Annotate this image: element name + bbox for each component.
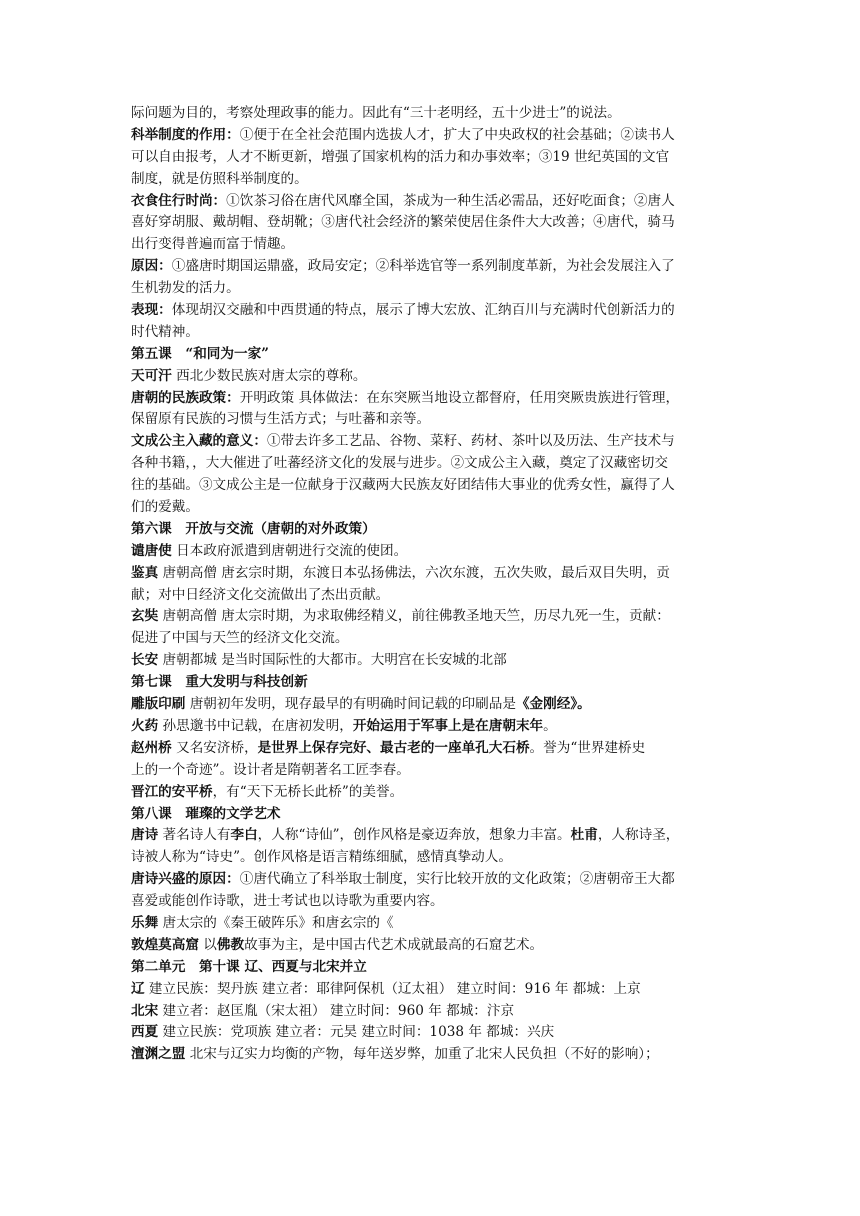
text-run: ①盛唐时期国运鼎盛，政局安定；②科举选官等一系列制度革新，为社会发展注入了 — [171, 258, 675, 275]
text-run: 建立民族：党项族 建立者：元昊 建立时间：1038 年 都城：兴庆 — [158, 1024, 555, 1041]
text-run: 喜爱或能创作诗歌，进士考试也以诗歌为重要内容。 — [131, 893, 444, 910]
text-run: 时代精神。 — [131, 323, 199, 340]
bold-text-run: 北宋 — [131, 1002, 159, 1019]
text-run: 西北少数民族对唐太宗的尊称。 — [171, 367, 367, 384]
text-line — [131, 563, 737, 585]
text-line — [131, 957, 737, 979]
text-run: 著名诗人有 — [158, 827, 231, 844]
bold-text-run: 雕版印刷 — [131, 696, 186, 713]
text-run: 各种书籍，，大大催进了吐蕃经济文化的发展与进步。②文成公主入藏，奠定了汉藏密切交 — [131, 455, 668, 472]
bold-text-run: 敦煌莫高窟 — [131, 936, 199, 953]
text-run: 体现胡汉交融和中西贯通的特点，展示了博大宏放、汇纳百川与充满时代创新活力的 — [171, 302, 675, 319]
text-line — [131, 1001, 737, 1023]
bold-text-run: 晋江的安平桥 — [131, 783, 213, 800]
text-line — [131, 191, 737, 213]
bold-text-run: 唐朝的民族政策： — [131, 389, 240, 406]
text-line — [131, 760, 737, 782]
text-run: 唐朝初年发明，现存最早的有明确时间记载的印刷品是 — [185, 696, 516, 713]
text-line — [131, 650, 737, 672]
bold-text-run: 火药 — [131, 717, 159, 734]
text-run: ①带去许多工艺品、谷物、菜籽、药材、茶叶以及历法、生产技术与 — [266, 433, 675, 450]
bold-text-run: 第五课 “和同为一家” — [131, 345, 269, 362]
text-run: 又名安济桥， — [171, 739, 258, 756]
text-run: 出行变得普遍而富于情趣。 — [131, 236, 295, 253]
text-line — [131, 541, 737, 563]
text-run: 可以自由报考，人才不断更新，增强了国家机构的活力和办事效率；③19 世纪英国的文官 — [131, 148, 670, 165]
bold-text-run: 科举制度的作用： — [131, 126, 240, 143]
text-line — [131, 585, 737, 607]
text-line — [131, 475, 737, 497]
text-line — [131, 1022, 737, 1044]
text-line — [131, 869, 737, 891]
text-run: 际问题为目的，考察处理政事的能力。因此有“三十老明经，五十少进士”的说法。 — [131, 105, 621, 121]
text-line — [131, 825, 737, 847]
text-line — [131, 256, 737, 278]
text-line — [131, 212, 737, 234]
text-run: 促进了中国与天竺的经济文化交流。 — [131, 630, 349, 647]
text-line — [131, 694, 737, 716]
text-run: 孙思邈书中记载，在唐初发明， — [158, 717, 353, 734]
text-line — [131, 103, 737, 125]
text-line — [131, 913, 737, 935]
text-run: 。 — [543, 717, 557, 734]
bold-text-run: 李白 — [230, 827, 258, 844]
text-line — [131, 234, 737, 256]
text-run: 北宋与辽实力均衡的产物，每年送岁弊，加重了北宋人民负担（不好的影响）； — [185, 1046, 659, 1063]
text-line — [131, 1044, 737, 1066]
bold-text-run: 唐诗兴盛的原因： — [131, 871, 240, 888]
text-run: 建立者：赵匡胤（宋太祖） 建立时间：960 年 都城：汴京 — [158, 1002, 515, 1019]
text-run: 。誉为“世界建桥史 — [529, 739, 646, 756]
text-run: 开明政策 具体做法：在东突厥当地设立都督府，任用突厥贵族进行管理， — [239, 389, 680, 406]
text-line — [131, 431, 737, 453]
text-line — [131, 716, 737, 738]
bold-text-run: 唐诗 — [131, 827, 159, 844]
text-line — [131, 672, 737, 694]
text-line — [131, 147, 737, 169]
bold-text-run: 乐舞 — [131, 914, 159, 931]
text-line — [131, 453, 737, 475]
text-line — [131, 497, 737, 519]
text-line — [131, 606, 737, 628]
bold-text-run: 赵州桥 — [131, 739, 172, 756]
bold-text-run: 第二单元 第十课 辽、西夏与北宋并立 — [131, 958, 367, 975]
text-run: ，有“天下无桥长此桥”的美誉。 — [212, 783, 404, 800]
bold-text-run: 鉴真 — [131, 564, 159, 581]
bold-text-run: 长安 — [131, 652, 159, 669]
text-run: 建立民族：契丹族 建立者：耶律阿保机（辽太祖） 建立时间：916 年 都城：上京 — [144, 980, 641, 997]
text-run: 们的爱戴。 — [131, 499, 199, 516]
document-page — [131, 103, 737, 1066]
text-run: 献；对中日经济文化交流做出了杰出贡献。 — [131, 586, 390, 603]
text-line — [131, 979, 737, 1001]
text-run: 往的基础。③文成公主是一位献身于汉藏两大民族友好团结伟大事业的优秀女性，赢得了人 — [131, 477, 675, 494]
bold-text-run: 第七课 重大发明与科技创新 — [131, 674, 308, 691]
text-run: 制度，就是仿照科举制度的。 — [131, 170, 308, 187]
text-line — [131, 322, 737, 344]
text-line — [131, 738, 737, 760]
text-line — [131, 409, 737, 431]
text-run: ，人称“诗仙”，创作风格是豪迈奔放，想象力丰富。 — [257, 827, 571, 844]
text-line — [131, 782, 737, 804]
text-line — [131, 300, 737, 322]
text-run: ，人称诗圣， — [597, 827, 680, 844]
text-line — [131, 847, 737, 869]
bold-text-run: 开始运用于军事上是在唐朝末年 — [352, 717, 544, 734]
bold-text-run: 文成公主入藏的意义： — [131, 433, 267, 450]
bold-text-run: 杜甫 — [570, 827, 598, 844]
text-run: ①饮茶习俗在唐代风靡全国，茶成为一种生活必需品，还好吃面食；②唐人 — [226, 192, 675, 209]
text-run: 日本政府派遣到唐朝进行交流的使团。 — [171, 542, 408, 559]
text-run: ①便于在全社会范围内选拔人才，扩大了中央政权的社会基础；②读书人 — [239, 126, 675, 143]
bold-text-run: 天可汗 — [131, 367, 172, 384]
text-run: 唐朝高僧 唐太宗时期，为求取佛经精义，前往佛教圣地天竺，历尽九死一生，贡献： — [158, 608, 670, 625]
text-run: 保留原有民族的习惯与生活方式；与吐蕃和亲等。 — [131, 411, 431, 428]
bold-text-run: 谴唐使 — [131, 542, 172, 559]
text-run: 喜好穿胡服、戴胡帽、登胡靴；③唐代社会经济的繁荣使居住条件大大改善；④唐代，骑马 — [131, 214, 675, 231]
text-line — [131, 628, 737, 650]
text-run: 以 — [198, 936, 217, 953]
bold-text-run: 佛教 — [216, 936, 245, 953]
text-line — [131, 366, 737, 388]
bold-text-run: 辽 — [131, 980, 145, 997]
bold-text-run: 衣食住行时尚： — [131, 192, 227, 209]
bold-text-run: 玄奘 — [131, 608, 159, 625]
text-line — [131, 169, 737, 191]
text-run: 上的一个奇迹”。设计者是隋朝著名工匠李春。 — [131, 761, 410, 778]
bold-text-run: 表现： — [131, 302, 172, 319]
bold-text-run: 第八课 璀璨的文学艺术 — [131, 805, 281, 822]
text-line — [131, 125, 737, 147]
bold-text-run: 是世界上保存完好、最古老的一座单孔大石桥 — [257, 739, 530, 756]
text-line — [131, 388, 737, 410]
text-run: 生机勃发的活力。 — [131, 280, 240, 297]
text-run: 唐太宗的《秦王破阵乐》和唐玄宗的《 — [158, 914, 394, 931]
text-run: 唐朝都城 是当时国际性的大都市。大明宫在长安城的北部 — [158, 652, 507, 669]
text-line — [131, 935, 737, 957]
bold-text-run: 西夏 — [131, 1024, 159, 1041]
bold-text-run: 第六课 开放与交流（唐朝的对外政策） — [131, 520, 376, 537]
text-line — [131, 278, 737, 300]
bold-text-run: 《金刚经》。 — [515, 696, 591, 713]
bold-text-run: 澶渊之盟 — [131, 1046, 186, 1063]
text-run: 故事为主，是中国古代艺术成就最高的石窟艺术。 — [244, 936, 544, 953]
text-run: 唐朝高僧 唐玄宗时期，东渡日本弘扬佛法，六次东渡，五次失败，最后双目失明，贡 — [158, 564, 670, 581]
text-line — [131, 519, 737, 541]
text-run: ①唐代确立了科举取士制度，实行比较开放的文化政策；②唐朝帝王大都 — [239, 871, 675, 888]
text-run: 诗被人称为“诗史”。创作风格是语言精练细腻，感情真挚动人。 — [131, 849, 512, 866]
text-line — [131, 344, 737, 366]
bold-text-run: 原因： — [131, 258, 172, 275]
text-line — [131, 804, 737, 826]
text-line — [131, 891, 737, 913]
